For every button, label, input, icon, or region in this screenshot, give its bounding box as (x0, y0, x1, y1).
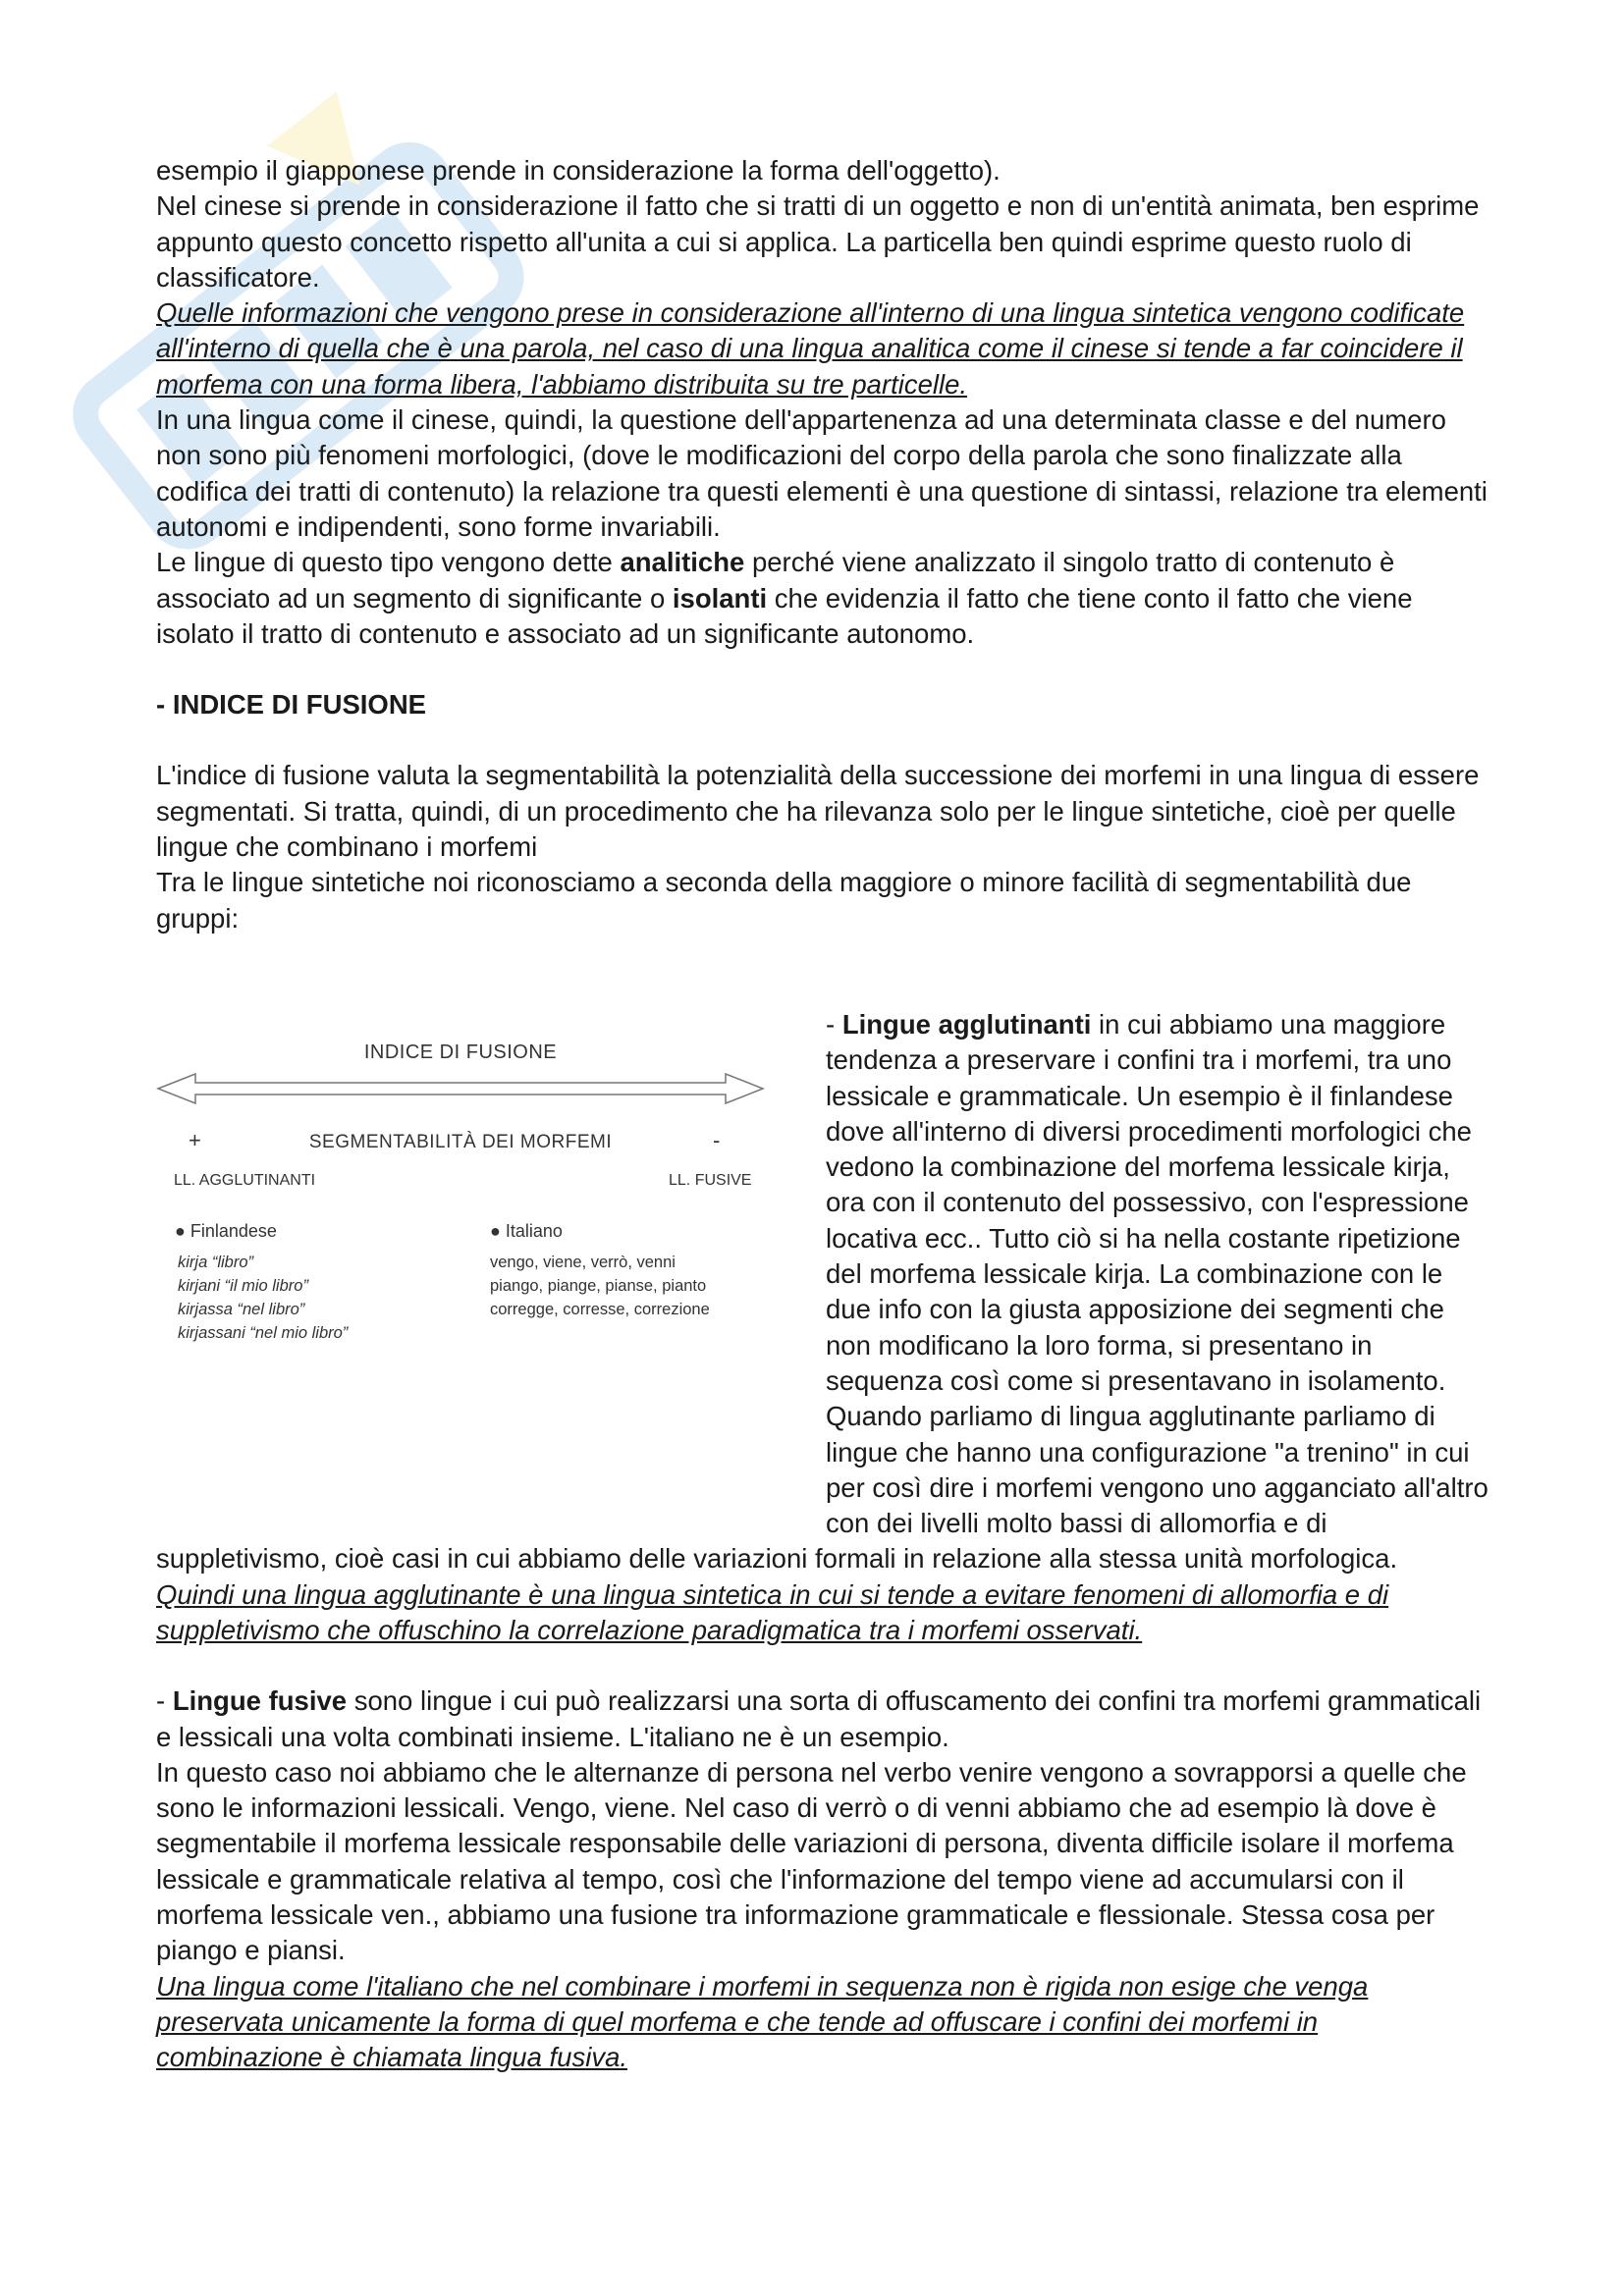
paragraph: Nel cinese si prende in considerazione il fatto che si tratti di un oggetto e non di un'entità animata, ben esprime appunto questo concetto rispetto all'unita a cui si applica. La particella ben quindi esprime questo ruolo di classificatore. (156, 190, 1480, 293)
example-item: kirja “libro” (178, 1253, 254, 1271)
figure-left-examples (178, 1251, 348, 1345)
figure-diagram (156, 1035, 765, 1408)
figure-indice-di-fusione (156, 1007, 785, 1521)
figure-left-group: LL. AGGLUTINANTI (174, 1171, 316, 1189)
paragraph: In questo caso noi abbiamo che le alternanze di persona nel verbo venire vengono a sovrapporsi a quelle che sono le informazioni lessicali. Vengo, viene. Nel caso di verrò o di venni abbiamo che ad esempio là dove è segmentabile il morfema lessicale responsabile delle variazioni di persona, diventa difficile isolare il morfema lessicale e grammaticale relativa al tempo, così che l'informazione del tempo viene ad accumularsi con il morfema lessicale ven., abbiamo una fusione tra informazione grammaticale e flessionale. Stessa cosa per piango e piansi. (156, 1756, 1467, 1966)
figure-right-group: LL. FUSIVE (669, 1171, 752, 1189)
text-run: in cui abbiamo una maggiore tendenza a preservare i confini tra i morfemi, tra uno lessicale e grammaticale. Un esempio è il finlandese dove all'interno di diversi procedimenti morfologici che vedono la combinazione del morfema lessicale kirja, ora con il contenuto del possessivo, con l'espressione locativa ecc.. Tutto ciò si ha nella costante ripetizione del morfema lessicale kirja. La combinazione con le due info con la giusta apposizione dei segmenti che non modificano la loro forma, si presentano in sequenza così come si presentavano in isolamento. Quando parliamo di lingua agglutinante parliamo di lingue che hanno una configurazione "a trenino" in cui per così dire i morfemi vengono uno agganciato all'altro con dei livelli molto bassi di allomorfia e di suppletivismo, cioè casi in cui abbiamo delle variazioni formali in relazione alla stessa unità morfologica. (156, 1008, 1489, 1575)
figure-right-language: ● Italiano (490, 1220, 563, 1241)
example-item: corregge, corresse, correzione (490, 1300, 710, 1318)
underlined-paragraph: Quindi una lingua agglutinante è una lingua sintetica in cui si tende a evitare fenomeni di allomorfia e di suppletivismo che offuschino la correlazione paradigmatica tra i morfemi osservati. (156, 1578, 1389, 1645)
bold-term-agglutinanti: Lingue agglutinanti (841, 1008, 1092, 1040)
figure-minus-sign: - (713, 1127, 721, 1152)
dash: - (156, 1685, 173, 1717)
bold-term-fusive: Lingue fusive (172, 1685, 348, 1717)
underlined-paragraph: Una lingua come l'italiano che nel combinare i morfemi in sequenza non è rigida non esige che venga preservata unicamente la forma di quel morfema e che tende ad offuscare i confini dei morfemi in combinazione è chiamata lingua fusiva. (156, 1970, 1369, 2073)
paragraph: L'indice di fusione valuta la segmentabilità la potenzialità della successione dei morfemi in una lingua di essere segmentati. Si tratta, quindi, di un procedimento che ha rilevanza solo per le lingue sintetiche, cioè per quelle lingue che combinano i morfemi (156, 760, 1480, 863)
example-item: kirjassa “nel libro” (178, 1300, 305, 1318)
paragraph: esempio il giapponese prende in considerazione la forma dell'oggetto). (156, 155, 1001, 186)
heading-text: INDICE DI FUSIONE (172, 689, 427, 721)
example-item: piango, piange, pianse, pianto (490, 1276, 707, 1295)
heading-prefix: - (156, 689, 173, 721)
figure-title: INDICE DI FUSIONE (363, 1041, 558, 1063)
paragraph-fusive (156, 1683, 1491, 1755)
figure-right-examples (490, 1251, 710, 1321)
figure-left-language: ● Finlandese (175, 1220, 277, 1241)
bold-term-analitiche: analitiche (620, 547, 745, 578)
text-run: sono lingue i cui può realizzarsi una sorta di offuscamento dei confini tra morfemi grammaticali e lessicali una volta combinati insieme. L'italiano ne è un esempio. (156, 1685, 1482, 1752)
example-item: kirjassani “nel mio libro” (178, 1323, 349, 1342)
example-item: vengo, viene, verrò, venni (490, 1253, 676, 1271)
section-heading (156, 687, 1491, 722)
paragraph: In una lingua come il cinese, quindi, la questione dell'appartenenza ad una determinata classe e del numero non sono più fenomeni morfologici, (dove le modificazioni del corpo della parola che sono finalizzate alla codifica dei tratti di contenuto) la relazione tra questi elementi è una questione di sintassi, relazione tra elementi autonomi e indipendenti, sono forme invariabili. (156, 404, 1488, 542)
underlined-paragraph: Quelle informazioni che vengono prese in considerazione all'interno di una lingua sintetica vengono codificate all'interno di quella che è una parola, nel caso di una lingua analitica come il cinese si tende a far coincidere il morfema con una forma libera, l'abbiamo distribuita su tre particelle. (156, 297, 1465, 400)
text-run: Le lingue di questo tipo vengono dette (156, 547, 621, 578)
bold-term-isolanti: isolanti (672, 582, 768, 614)
paragraph-analitiche (156, 545, 1491, 652)
figure-plus-sign: + (189, 1127, 201, 1152)
figure-segment-label: SEGMENTABILITÀ DEI MORFEMI (308, 1131, 613, 1152)
double-arrow-icon (156, 1072, 765, 1105)
example-item: kirjani “il mio libro” (178, 1276, 308, 1295)
paragraph: Tra le lingue sintetiche noi riconosciamo a seconda della maggiore o minore facilità di segmentabilità due gruppi: (156, 867, 1412, 934)
document-body (156, 153, 1491, 2076)
dash: - (826, 1008, 842, 1040)
text-run: che evidenzia il fatto che tiene conto il fatto che viene isolato il tratto di contenuto e associato ad un significante autonomo. (156, 582, 1413, 649)
text-run: perché viene analizzato il singolo tratto di contenuto è associato ad un segmento di significante o (156, 547, 1395, 614)
